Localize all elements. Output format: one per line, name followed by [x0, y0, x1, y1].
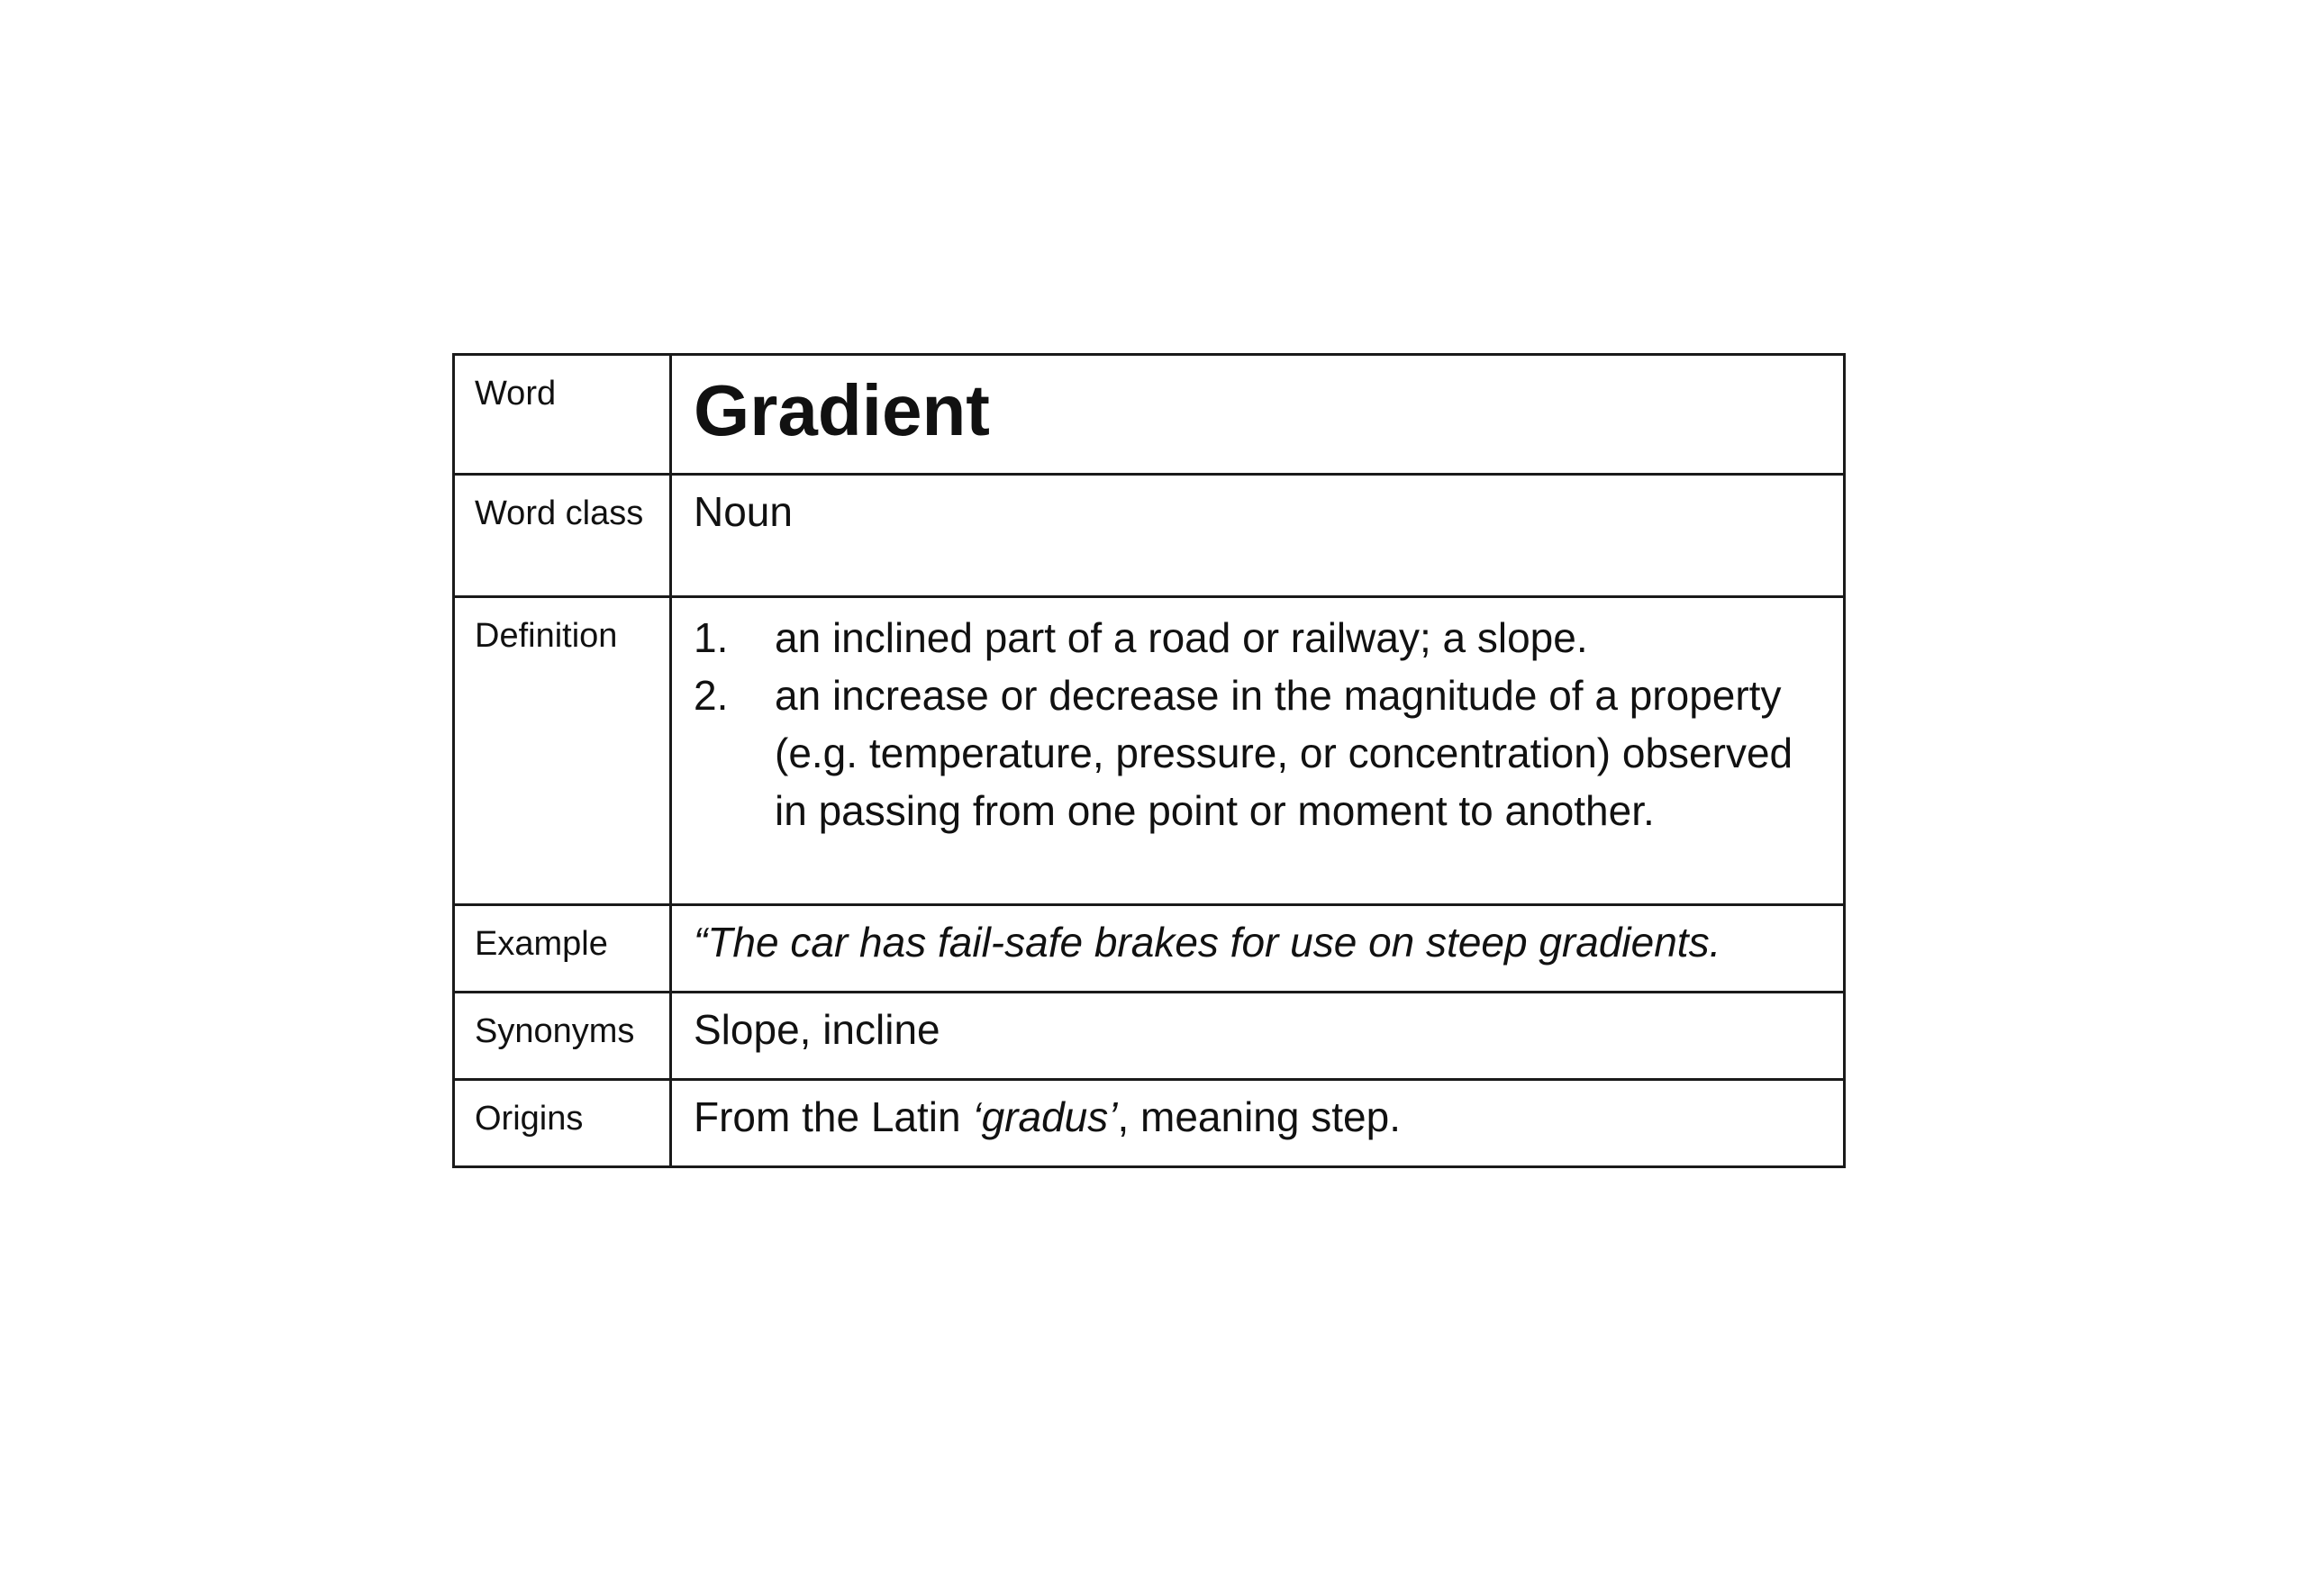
- origins-row: [454, 1080, 1845, 1167]
- word-value-cell: [671, 355, 1845, 475]
- definition-label: Definition: [454, 597, 671, 905]
- word-class-label: Word class: [454, 475, 671, 597]
- origins-value-cell: [671, 1080, 1845, 1167]
- example-label: Example: [454, 905, 671, 993]
- definition-number: 1.: [694, 614, 729, 661]
- definition-list: [694, 609, 1821, 839]
- definition-item: [694, 667, 1821, 839]
- word-label: Word: [454, 355, 671, 475]
- synonyms-value: Slope, incline: [671, 993, 1845, 1080]
- definition-value-cell: [671, 597, 1845, 905]
- definition-number: 2.: [694, 672, 729, 719]
- word-row: [454, 355, 1845, 475]
- origins-suffix: , meaning step.: [1117, 1093, 1401, 1140]
- word-card-table: [452, 353, 1846, 1168]
- example-sentence: “The car has fail-safe brakes for use on steep gradients.: [671, 905, 1845, 993]
- definition-text: an increase or decrease in the magnitude of a property (e.g. temperature, pressure, or concentration) observed in passing from one point or moment to another.: [775, 672, 1793, 834]
- origins-latin-term: ‘gradus’: [972, 1093, 1118, 1140]
- synonyms-label: Synonyms: [454, 993, 671, 1080]
- example-row: [454, 905, 1845, 993]
- definition-text: an inclined part of a road or railway; a slope.: [775, 614, 1588, 661]
- word-class-value: Noun: [671, 475, 1845, 597]
- word-class-row: [454, 475, 1845, 597]
- definition-item: [694, 609, 1821, 667]
- headword: Gradient: [694, 370, 990, 450]
- synonyms-row: [454, 993, 1845, 1080]
- origins-label: Origins: [454, 1080, 671, 1167]
- definition-row: [454, 597, 1845, 905]
- origins-prefix: From the Latin: [694, 1093, 973, 1140]
